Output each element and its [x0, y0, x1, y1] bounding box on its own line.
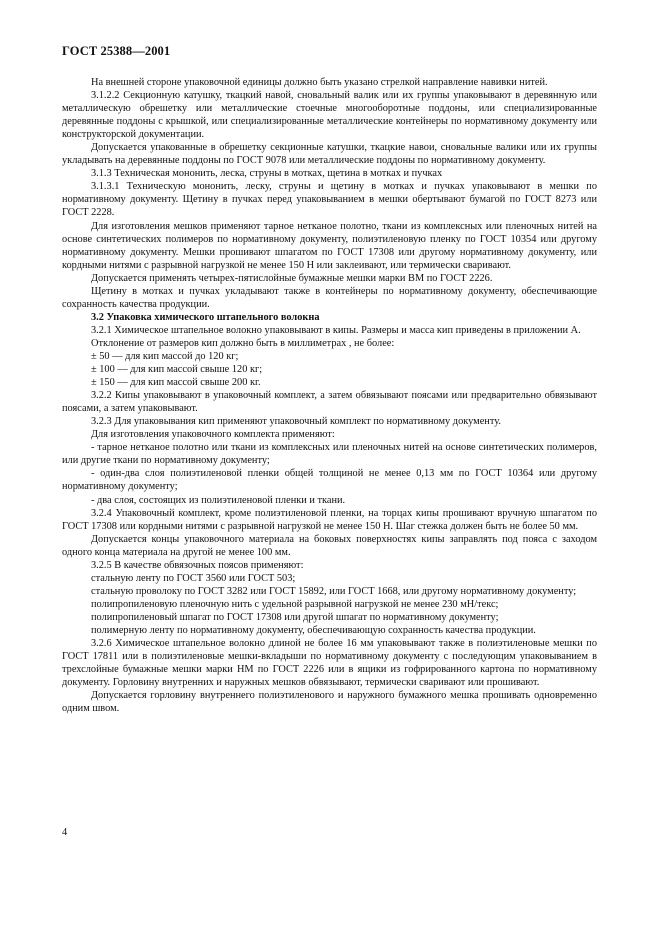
paragraph: 3.1.2.2 Секционную катушку, ткацкий навой, сновальный валик или их группы упаковывают в деревянную или металлическую обрешетку или металлические стоечные многооборотные поддоны, или специализированные деревянные поддоны с крышкой, или специализированные металлические контейнеры по нормативному документу или конструкторской документации. — [62, 90, 597, 141]
page-number: 4 — [62, 827, 68, 838]
paragraph: 3.1.3.1 Техническую мононить, леску, струны и щетину в мотках и пучках упаковывают в мешки по нормативному документу. Щетину в пучках перед упаковыванием в мешки обертывают бумагой по ГОСТ 8273 или ГОСТ 2228. — [62, 181, 597, 219]
paragraph: 3.2.1 Химическое штапельное волокно упаковывают в кипы. Размеры и масса кип приведены в приложении А. — [91, 324, 581, 336]
paragraph: Для изготовления мешков применяют тарное нетканое полотно, ткани из комплексных или пленочных нитей на основе синтетических полимеров по нормативному документу, полиэтиленовую пленку по ГОСТ 10354 или другому нормативному документу. Мешки прошивают шпагатом по ГОСТ 17308 или другому нормативному документу, или кордными нитями с разрывной нагрузкой не менее 150 Н или заклеивают, или термически сваривают. — [62, 220, 597, 271]
paragraph: 3.2.4 Упаковочный комплект, кроме полиэтиленовой пленки, на торцах кипы прошивают вручную шпагатом по ГОСТ 17308 или кордными нитями с разрывной нагрузкой не менее 150 Н. Шаг стежка должен быть не более 50 мм. — [62, 507, 597, 532]
list-item: ± 100 — для кип массой свыше 120 кг; — [91, 364, 263, 376]
paragraph: Допускается упакованные в обрешетку секционные катушки, ткацкие навои, сновальные валики или их группы укладывать на деревянные поддоны по ГОСТ 9078 или металлические поддоны по нормативному документу. — [62, 142, 597, 167]
paragraph: 3.2.3 Для упаковывания кип применяют упаковочный комплект по нормативному документу. — [91, 416, 501, 428]
paragraph: Отклонение от размеров кип должно быть в миллиметрах , не более: — [91, 337, 395, 349]
document-body — [62, 76, 597, 715]
section-heading: 3.1.3 Техническая мононить, леска, струны в мотках, щетина в мотках и пучках — [91, 168, 443, 180]
paragraph: Для изготовления упаковочного комплекта применяют: — [91, 429, 335, 441]
list-item: стальную ленту по ГОСТ 3560 или ГОСТ 503; — [91, 572, 296, 584]
section-heading-bold: 3.2 Упаковка химического штапельного волокна — [91, 311, 320, 323]
document-header: ГОСТ 25388—2001 — [62, 44, 171, 58]
paragraph: Щетину в мотках и пучках укладывают также в контейнеры по нормативному документу, обеспечивающие сохранность качества продукции. — [62, 285, 597, 310]
list-item: - один-два слоя полиэтиленовой пленки общей толщиной не менее 0,13 мм по ГОСТ 10364 или другому нормативному документу; — [62, 468, 597, 493]
list-item: - два слоя, состоящих из полиэтиленовой пленки и ткани. — [91, 494, 346, 506]
list-item: полипропиленовую пленочную нить с удельной разрывной нагрузкой не менее 230 мН/текс; — [91, 598, 499, 610]
paragraph: 3.2.6 Химическое штапельное волокно длиной не более 16 мм упаковывают также в полиэтиленовые мешки по ГОСТ 17811 или в полиэтиленовые мешки-вкладыши по нормативному документу с последующим упаковыванием в трехслойные бумажные мешки марки НМ по ГОСТ 2226 или в ящики из гофрированного картона по нормативному документу. Горловину внутренних и наружных мешков обвязывают, термически сваривают или прошивают. — [62, 638, 597, 689]
list-item: полимерную ленту по нормативному документу, обеспечивающую сохранность качества продукции. — [91, 624, 536, 636]
list-item: стальную проволоку по ГОСТ 3282 или ГОСТ 15892, или ГОСТ 1668, или другому нормативному документу; — [91, 585, 577, 597]
paragraph: Допускается горловину внутреннего полиэтиленового и наружного бумажного мешка прошивать одновременно одним швом. — [62, 690, 597, 715]
paragraph: Допускается концы упаковочного материала на боковых поверхностях кипы заправлять под пояса с заходом одного конца материала на другой не менее 100 мм. — [62, 533, 597, 558]
paragraph: На внешней стороне упаковочной единицы должно быть указано стрелкой направление навивки нитей. — [91, 77, 548, 88]
paragraph: Допускается применять четырех-пятислойные бумажные мешки марки ВМ по ГОСТ 2226. — [91, 272, 493, 284]
paragraph: 3.2.5 В качестве обвязочных поясов применяют: — [91, 559, 304, 571]
list-item: ± 150 — для кип массой свыше 200 кг. — [91, 377, 261, 389]
list-item: - тарное нетканое полотно или ткани из комплексных или пленочных нитей на основе синтетических полимеров, или другие ткани по нормативному документу; — [62, 442, 597, 467]
list-item: ± 50 — для кип массой до 120 кг; — [91, 350, 239, 362]
paragraph: 3.2.2 Кипы упаковывают в упаковочный комплект, а затем обвязывают поясами или предварительно обвязывают поясами, а затем упаковывают. — [62, 390, 597, 415]
list-item: полипропиленовый шпагат по ГОСТ 17308 или другой шпагат по нормативному документу; — [91, 611, 499, 623]
